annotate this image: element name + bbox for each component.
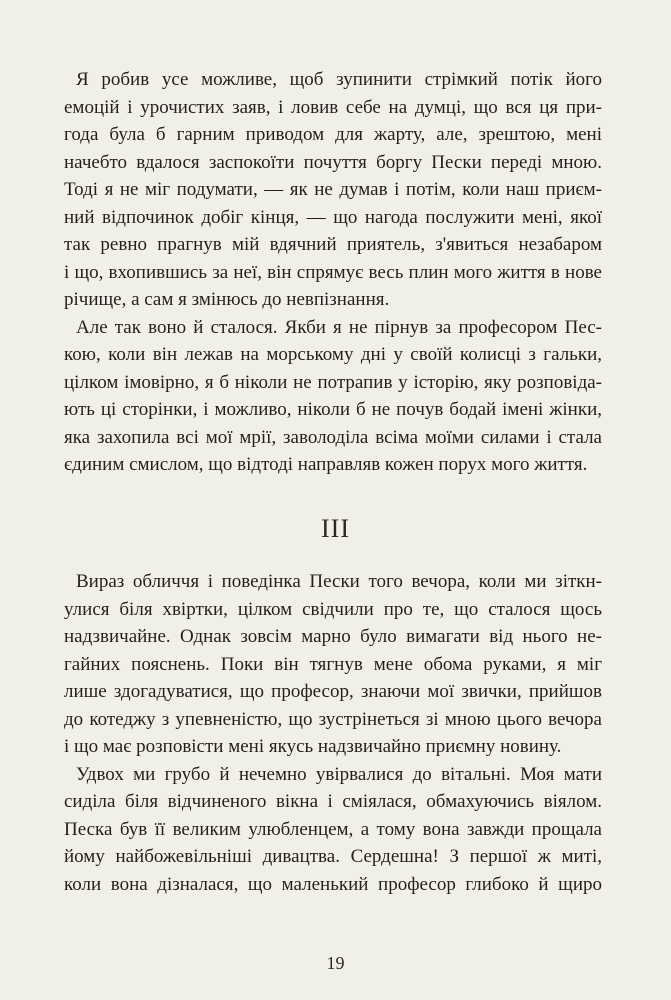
text-line: лише здогадуватися, що професор, знаючи мої звички, прийшов: [64, 681, 602, 702]
text-line: года була б гарним приводом для жарту, але, зрештою, мені: [64, 124, 602, 145]
text-line: емоцій і урочистих заяв, і ловив себе на думці, що вся ця при-: [64, 96, 602, 118]
text-line: гайних пояснень. Поки він тягнув мене обома руками, я міг: [64, 653, 602, 675]
paragraph-1: [64, 66, 602, 314]
text-line: ний відпочинок добіг кінця, — що нагода послужити мені, якої: [64, 206, 602, 228]
text-line: Песка був її великим улюбленцем, а тому вона завжди прощала: [64, 818, 602, 840]
text-line: Але так воно й сталося. Якби я не пірнув за професором Пес-: [76, 316, 602, 338]
text-line: коли вона дізналася, що маленький професор глибоко й щиро: [64, 873, 602, 895]
text-line: єдиним смислом, що відтоді направляв кожен порух мого життя.: [64, 454, 588, 475]
chapter-number: III: [321, 514, 350, 543]
text-line: так ревно прагнув мій вдячний приятель, з'явиться незабаром: [64, 234, 602, 255]
paragraph-3: [64, 568, 602, 761]
text-line: Я робив усе можливе, щоб зупинити стрімкий потік його: [76, 69, 602, 90]
text-line: улися біля хвіртки, цілком свідчили про те, що сталося щось: [64, 598, 602, 620]
text-line: і що має розповісти мені якусь надзвичайно приємну новину.: [64, 736, 562, 757]
text-line: до котеджу з упевненістю, що зустрінеться зі мною цього вечора: [64, 708, 602, 730]
text-line: Удвох ми грубо й нечемно увірвалися до вітальні. Моя мати: [76, 763, 602, 785]
text-line: сиділа біля відчиненого вікна і сміялася, обмахуючись віялом.: [64, 791, 602, 812]
text-block-top: [64, 66, 602, 479]
text-line: яка захопила всі мої мрії, заволоділа всіма моїми силами і стала: [64, 426, 602, 448]
text-line: начебто вдалося заспокоїти почуття боргу Пески переді мною.: [64, 151, 602, 173]
text-block-bottom: [64, 568, 602, 898]
text-line: ють ці сторінки, і можливо, ніколи б не почув бодай імені жінки,: [64, 399, 602, 420]
text-line: Вираз обличчя і поведінка Пески того вечора, коли ми зіткн-: [76, 571, 602, 592]
text-line: і що, вхопившись за неї, він спрямує весь плин мого життя в нове: [64, 261, 602, 283]
text-line: йому найбожевільніші дивацтва. Сердешна! З першої ж миті,: [64, 846, 602, 867]
text-line: річище, а сам я змінюсь до невпізнання.: [64, 289, 390, 310]
text-line: Тоді я не міг подумати, — як не думав і потім, коли наш приєм-: [64, 179, 602, 200]
text-line: кою, коли він лежав на морському дні у своїй колисці з гальки,: [64, 344, 602, 365]
paragraph-4: [64, 761, 602, 899]
text-line: цілком імовірно, я б ніколи не потрапив у історію, яку розповіда-: [64, 371, 602, 393]
text-line: надзвичайне. Однак зовсім марно було вимагати від нього не-: [64, 626, 602, 647]
paragraph-2: [64, 314, 602, 479]
page-number: 19: [326, 953, 345, 973]
